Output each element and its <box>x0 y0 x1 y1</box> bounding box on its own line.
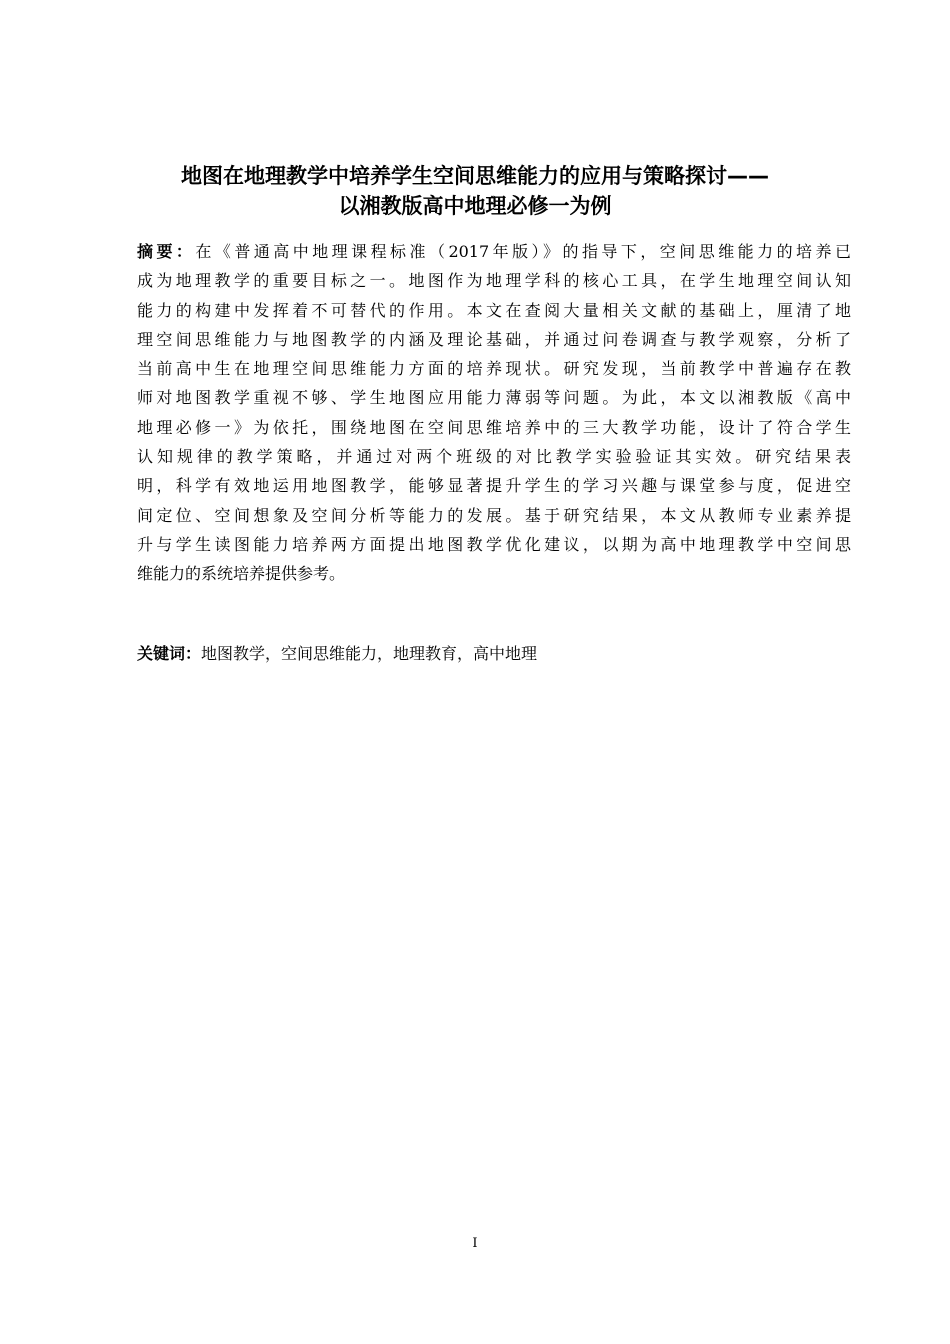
title-line-2: 以湘教版高中地理必修一为例 <box>338 194 612 218</box>
abstract-line: 地理必修一》为依托，围绕地图在空间思维培养中的三大教学功能，设计了符合学生 <box>137 417 851 437</box>
title-line-1: 地图在地理教学中培养学生空间思维能力的应用与策略探讨—— <box>181 164 769 188</box>
keywords <box>137 639 851 668</box>
abstract-line <box>137 237 851 266</box>
abstract-line: 认知规律的教学策略，并通过对两个班级的对比教学实验验证其实效。研究结果表 <box>137 447 851 467</box>
abstract-label: 摘要： <box>137 242 196 261</box>
abstract-line: 间定位、空间想象及空间分析等能力的发展。基于研究结果，本文从教师专业素养提 <box>137 505 851 525</box>
abstract-line: 当前高中生在地理空间思维能力方面的培养现状。研究发现，当前教学中普遍存在教 <box>137 359 851 379</box>
abstract-line: 理空间思维能力与地图教学的内涵及理论基础，并通过问卷调查与教学观察，分析了 <box>137 329 851 349</box>
abstract-line: 明，科学有效地运用地图教学，能够显著提升学生的学习兴趣与课堂参与度，促进空 <box>137 476 851 496</box>
keywords-label: 关键词： <box>137 644 202 663</box>
abstract-paragraph <box>137 237 851 589</box>
abstract-line: 成为地理教学的重要目标之一。地图作为地理学科的核心工具，在学生地理空间认知 <box>137 271 851 291</box>
abstract-line: 能力的构建中发挥着不可替代的作用。本文在查阅大量相关文献的基础上，厘清了地 <box>137 300 851 320</box>
abstract-text: 在《普通高中地理课程标准（2017年版）》的指导下，空间思维能力的培养已 <box>195 242 851 261</box>
page-number: I <box>472 1236 478 1251</box>
abstract-line: 师对地图教学重视不够、学生地图应用能力薄弱等问题。为此，本文以湘教版《高中 <box>137 388 851 408</box>
abstract-line: 维能力的系统培养提供参考。 <box>137 564 346 584</box>
keywords-text: 地图教学，空间思维能力，地理教育，高中地理 <box>201 644 538 663</box>
abstract-line: 升与学生读图能力培养两方面提出地图教学优化建议，以期为高中地理教学中空间思 <box>137 534 851 554</box>
